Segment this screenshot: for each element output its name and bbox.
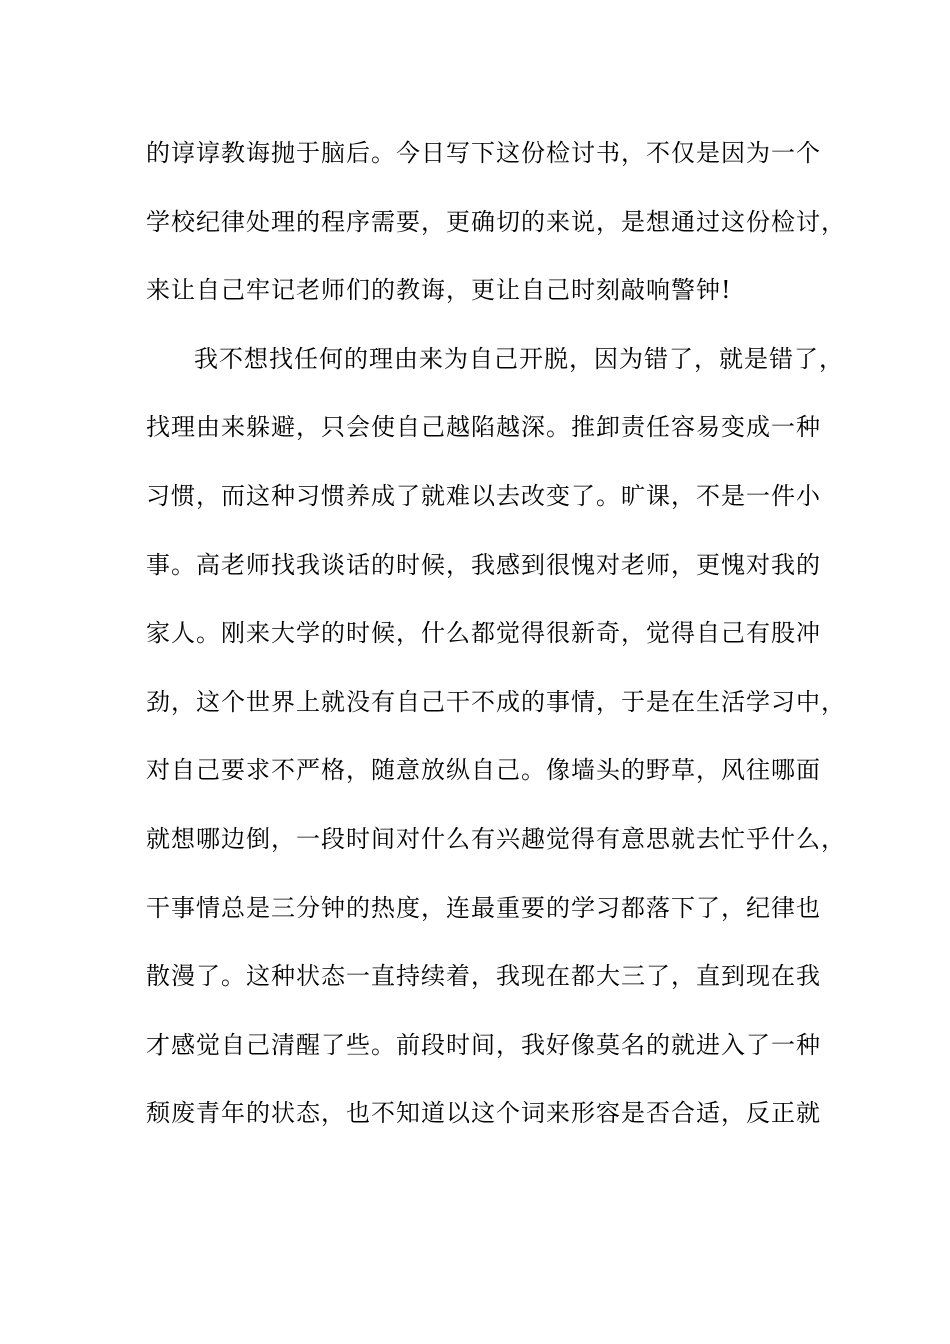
text-line: 事。高老师找我谈话的时候，我感到很愧对老师，更愧对我的	[146, 550, 821, 579]
text-line: 习惯，而这种习惯养成了就难以去改变了。旷课，不是一件小	[146, 481, 821, 510]
text-line: 颓废青年的状态，也不知道以这个词来形容是否合适，反正就	[146, 1099, 821, 1128]
text-line: 劲，这个世界上就没有自己干不成的事情，于是在生活学习中，	[146, 687, 846, 716]
text-line: 就想哪边倒，一段时间对什么有兴趣觉得有意思就去忙乎什么，	[146, 824, 846, 853]
text-line: 学校纪律处理的程序需要，更确切的来说，是想通过这份检讨，	[146, 207, 846, 236]
text-line: 才感觉自己清醒了些。前段时间，我好像莫名的就进入了一种	[146, 1030, 821, 1059]
text-line: 家人。刚来大学的时候，什么都觉得很新奇，觉得自己有股冲	[146, 619, 821, 648]
text-line: 来让自己牢记老师们的教诲，更让自己时刻敲响警钟!	[146, 276, 732, 305]
text-line: 的谆谆教诲抛于脑后。今日写下这份检讨书，不仅是因为一个	[146, 139, 821, 167]
text-line: 干事情总是三分钟的热度，连最重要的学习都落下了，纪律也	[146, 893, 821, 922]
body-text	[146, 128, 846, 1157]
paragraph-first-line: 我不想找任何的理由来为自己开脱，因为错了，就是错了，	[194, 344, 844, 373]
text-line: 对自己要求不严格，随意放纵自己。像墙头的野草，风往哪面	[146, 756, 821, 785]
text-line: 散漫了。这种状态一直持续着，我现在都大三了，直到现在我	[146, 962, 821, 991]
text-line: 找理由来躲避，只会使自己越陷越深。推卸责任容易变成一种	[146, 413, 821, 442]
